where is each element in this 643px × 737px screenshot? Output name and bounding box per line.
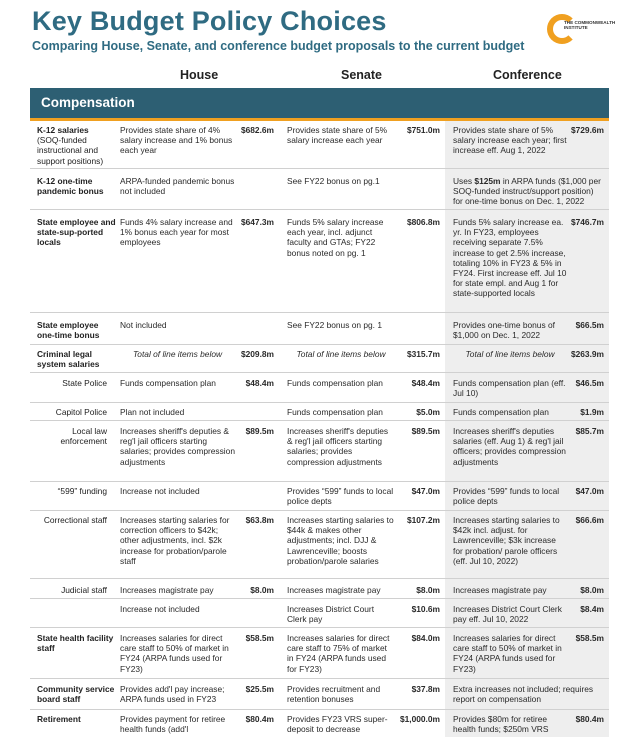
senate-text: Funds compensation plan [287,407,383,417]
house-amount: $209.8m [240,349,274,359]
row-sublabel: Local law enforcement [60,426,107,447]
house-amount: $80.4m [245,714,274,724]
row-sublabel: State Police [62,378,107,388]
row-label [37,125,117,166]
row-sublabel: Capitol Police [55,407,107,417]
row-divider [30,420,609,421]
row-divider [30,481,609,482]
house-text: Increase not included [120,486,200,496]
conference-amount: $66.6m [575,515,604,525]
senate-amount: $8.0m [416,585,440,595]
row-label: Retirement [37,714,81,724]
senate-amount: $89.5m [411,426,440,436]
house-text: Provides state share of 4% salary increase and 1% bonus each year [120,125,233,156]
column-header-conference: Conference [493,68,562,82]
conference-text: Provides “599” funds to local police depts [453,486,560,507]
conference-amount: $746.7m [570,217,604,227]
page-subtitle: Comparing House, Senate, and conference budget proposals to the current budget [32,39,525,53]
conference-text: Provides state share of 5% salary increase each year; first increase eff. Aug 1, 2022 [453,125,567,156]
senate-text: Total of line items below [296,349,386,359]
conference-amount: $8.4m [580,604,604,614]
row-divider [30,168,609,169]
house-text: Provides payment for retiree health funds (add'l [120,714,226,735]
row-sublabel: Judicial staff [61,585,107,595]
row-divider [30,510,609,511]
senate-amount: $5.0m [416,407,440,417]
senate-text: Increases salaries for direct care staff to 75% of market in FY24 (ARPA funds used for FY23) [287,633,390,674]
senate-text: Provides FY23 VRS super-deposit to decrease [287,714,388,735]
row-label: State employee one-time bonus [37,320,100,341]
row-label: State health facility staff [37,633,114,654]
senate-text: Increases magistrate pay [287,585,381,595]
house-text: Plan not included [120,407,185,417]
house-amount: $89.5m [245,426,274,436]
conference-amount: $729.6m [570,125,604,135]
conference-text: Provides one-time bonus of $1,000 on Dec. 1, 2022 [453,320,555,341]
logo-text: THE COMMONWEALTH INSTITUTE [564,20,616,31]
house-text: Increases starting salaries for correction officers to $42k; other adjustments, incl. $2k increase for probation/parole staff [120,515,230,566]
house-amount: $8.0m [250,585,274,595]
row-divider [30,627,609,628]
conference-text-prefix: Uses [453,176,475,186]
conference-amount: $66.5m [575,320,604,330]
conference-amount: $85.7m [575,426,604,436]
conference-amount: $263.9m [570,349,604,359]
conference-text [453,176,603,207]
senate-text: Funds compensation plan [287,378,383,388]
senate-text: Funds 5% salary increase each year, incl. adjunct faculty and GTAs; FY22 bonus noted on pg. 1 [287,217,384,258]
row-divider [30,372,609,373]
senate-text: Provides state share of 5% salary increase each year [287,125,388,146]
conference-text: Increases District Court Clerk pay eff. Jul 10, 2022 [453,604,562,625]
row-label: Community service board staff [37,684,115,705]
row-divider [30,578,609,579]
conference-text: Increases sheriff's deputies salaries (eff. Aug 1) & reg'l jail officers; provides compression adjustments [453,426,566,467]
conference-text: Increases magistrate pay [453,585,547,595]
conference-text: Increases salaries for direct care staff to 50% of market in FY24 (ARPA funds used for FY23) [453,633,562,674]
house-text: Funds compensation plan [120,378,216,388]
column-header-house: House [180,68,219,82]
conference-text-amount: $125m [474,176,501,186]
conference-amount: $1.9m [580,407,604,417]
conference-text: Extra increases not included; requires report on compensation [453,684,594,705]
column-header-senate: Senate [341,68,382,82]
row-label: State employee and state-sup-ported locals [37,217,116,248]
house-text: Increases magistrate pay [120,585,214,595]
senate-amount: $84.0m [411,633,440,643]
senate-text: Increases sheriff's deputies & reg'l jail officers starting salaries; provides compression adjustments [287,426,389,467]
house-text: Provides add'l pay increase; ARPA funds used in FY23 [120,684,225,705]
senate-amount: $37.8m [411,684,440,694]
senate-text: Provides recruitment and retention bonuses [287,684,381,705]
page-title: Key Budget Policy Choices [32,6,387,36]
senate-text: See FY22 bonus on pg. 1 [287,320,382,330]
house-amount: $25.5m [245,684,274,694]
house-text: Total of line items below [132,349,223,359]
row-sublabel: Correctional staff [43,515,107,525]
house-amount: $647.3m [240,217,274,227]
senate-amount: $48.4m [411,378,440,388]
house-text: Increases sheriff's deputies & reg'l jail officers starting salaries; provides compression adjustments [120,426,235,467]
house-text: Increases salaries for direct care staff to 50% of market in FY24 (ARPA funds used for FY23) [120,633,229,674]
row-divider [30,344,609,345]
conference-amount: $46.5m [575,378,604,388]
conference-text: Funds compensation plan [453,407,549,417]
house-amount: $48.4m [245,378,274,388]
house-text: Funds 4% salary increase and 1% bonus each year for most employees [120,217,233,248]
house-text: ARPA-funded pandemic bonus not included [120,176,235,197]
conference-amount: $58.5m [575,633,604,643]
senate-amount: $10.6m [411,604,440,614]
row-sublabel: “599” funding [57,486,107,496]
conference-text: Total of line items below [465,349,555,359]
row-divider [30,709,609,710]
row-divider [30,402,609,403]
conference-text: Provides $80m for retiree health funds; $250m VRS [453,714,549,735]
row-divider [30,678,609,679]
senate-text: Increases District Court Clerk pay [287,604,375,625]
senate-amount: $107.2m [406,515,440,525]
section-header [30,88,609,121]
house-text: Not included [120,320,167,330]
conference-text-rest: in ARPA funds ($1,000 per SOQ-funded instruct/support position) for one-time bonus on Dec. 1, 2022 [453,176,601,207]
section-title: Compensation [41,95,135,110]
conference-text: Funds compensation plan (eff. Jul 10) [453,378,566,399]
house-amount: $682.6m [240,125,274,135]
row-divider [30,209,609,210]
house-amount: $63.8m [245,515,274,525]
senate-amount: $751.0m [406,125,440,135]
row-divider [30,312,609,313]
house-amount: $58.5m [245,633,274,643]
conference-amount: $47.0m [575,486,604,496]
row-label: K-12 one-time pandemic bonus [37,176,104,197]
senate-amount: $1,000.0m [399,714,440,724]
senate-amount: $47.0m [411,486,440,496]
senate-text: Provides “599” funds to local police depts [287,486,394,507]
row-divider [30,598,609,599]
conference-amount: $80.4m [575,714,604,724]
senate-amount: $315.7m [406,349,440,359]
row-label-title: K-12 salaries [37,125,89,135]
conference-text: Increases starting salaries to $42k incl. adjust. for Lawrenceville; $3k increase for probation/ parole officers (eff. Jul 10, 2022) [453,515,560,566]
conference-text: Funds 5% salary increase ea. yr. In FY23, employees receiving separate 7.5% increase to get 2.5% increase, totaling 10% in FY23 & 5% in FY24. First increase eff. Jul 10 for state empl. and Aug 1 for state-supported locals [453,217,567,299]
conference-amount: $8.0m [580,585,604,595]
house-text: Increase not included [120,604,200,614]
senate-amount: $806.8m [406,217,440,227]
senate-text: Increases starting salaries to $44k & makes other adjustments; incl. DJJ & Lawrenceville; boosts probation/parole salaries [287,515,394,566]
row-label-note: (SOQ-funded instructional and support positions) [37,135,104,166]
row-label: Criminal legal system salaries [37,349,100,370]
senate-text: See FY22 bonus on pg.1 [287,176,380,186]
